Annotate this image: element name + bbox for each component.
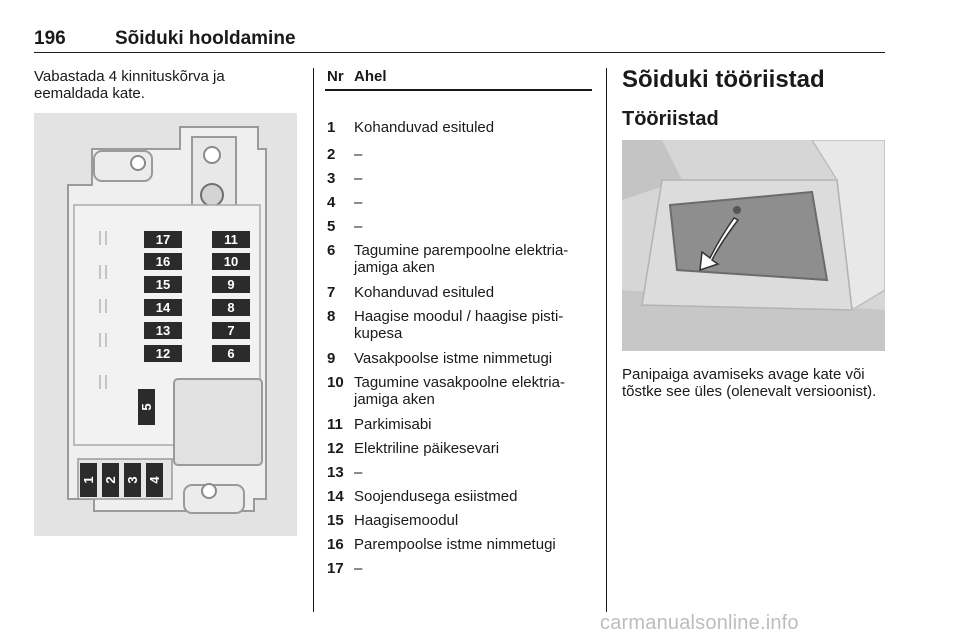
fuse-label-17: 17 — [155, 232, 171, 247]
fuse-circuit: Parkimisabi — [354, 416, 432, 433]
fuse-label-5: 5 — [139, 403, 154, 411]
fuse-label-3: 3 — [125, 476, 140, 484]
fuse-label-14: 14 — [155, 300, 171, 315]
tools-heading: Sõiduki tööriistad — [622, 66, 825, 93]
fuse-number: 13 — [327, 464, 344, 481]
header-circuit: Ahel — [354, 68, 387, 85]
fuse-label-4: 4 — [147, 476, 162, 484]
fuse-label-10: 10 — [223, 254, 239, 269]
fuse-circuit: Tagumine vasakpoolne elektria- jamiga aken — [354, 374, 565, 408]
fuse-circuit: Vasakpoolse istme nimmetugi — [354, 350, 553, 367]
column-left — [34, 68, 302, 102]
intro-text: Vabastada 4 kinnituskõrva ja eemaldada kate. — [34, 68, 225, 102]
fuse-label-16: 16 — [155, 254, 171, 269]
header-nr: Nr — [327, 68, 344, 85]
fuse-number: 1 — [327, 119, 336, 136]
fuse-number: 15 — [327, 512, 344, 529]
fuse-circuit: – — [354, 194, 363, 211]
tools-caption: Panipaiga avamiseks avage kate või tõstke see üles (olenevalt versioonist). — [622, 366, 877, 400]
fuse-label-12: 12 — [155, 346, 171, 361]
fuse-box-drawing — [34, 113, 297, 536]
fuse-circuit: – — [354, 218, 363, 235]
fuse-number: 14 — [327, 488, 344, 505]
fuse-circuit: Parempoolse istme nimmetugi — [354, 536, 556, 553]
fuse-label-13: 13 — [155, 323, 171, 338]
fuse-number: 6 — [327, 242, 336, 259]
fuse-table — [325, 68, 592, 577]
fuse-table-header — [325, 68, 592, 91]
fuse-label-2: 2 — [103, 476, 118, 484]
fuse-circuit: Kohanduvad esituled — [354, 119, 495, 136]
tools-subheading: Tööriistad — [622, 108, 719, 130]
fuse-circuit: – — [354, 464, 363, 481]
page-header — [34, 28, 885, 53]
fuse-label-9: 9 — [227, 277, 235, 292]
fuse-label-15: 15 — [155, 277, 171, 292]
fuse-number: 17 — [327, 560, 344, 577]
fuse-number: 9 — [327, 350, 336, 367]
fuse-label-7: 7 — [227, 323, 235, 338]
fuse-label-8: 8 — [227, 300, 235, 315]
fuse-circuit: – — [354, 170, 363, 187]
fuse-box-illustration — [34, 113, 297, 536]
fuse-circuit: Kohanduvad esituled — [354, 284, 495, 301]
fuse-circuit: – — [354, 146, 363, 163]
fuse-circuit: Tagumine parempoolne elektria- jamiga aken — [354, 242, 569, 276]
fuse-label-11: 11 — [224, 232, 238, 247]
fuse-number: 12 — [327, 440, 344, 457]
fuse-circuit: – — [354, 560, 363, 577]
fuse-number: 10 — [327, 374, 344, 391]
page-number: 196 — [34, 28, 66, 49]
fuse-number: 16 — [327, 536, 344, 553]
trunk-storage-illustration — [622, 140, 885, 351]
watermark: carmanualsonline.info — [600, 612, 799, 634]
column-divider-1 — [313, 68, 314, 612]
fuse-number: 7 — [327, 284, 336, 301]
fuse-label-6: 6 — [227, 346, 235, 361]
fuse-number: 11 — [327, 416, 343, 433]
fuse-circuit: Soojendusega esiistmed — [354, 488, 518, 505]
fuse-number: 4 — [327, 194, 336, 211]
fuse-number: 8 — [327, 308, 336, 325]
column-divider-2 — [606, 68, 607, 612]
fuse-label-1: 1 — [81, 476, 96, 484]
column-right — [622, 66, 887, 130]
fuse-number: 5 — [327, 218, 336, 235]
section-title: Sõiduki hooldamine — [115, 28, 296, 49]
fuse-circuit: Elektriline päikesevari — [354, 440, 500, 457]
fuse-circuit: Haagise moodul / haagise pisti- kupesa — [354, 308, 564, 342]
trunk-drawing — [622, 140, 885, 351]
fuse-circuit: Haagisemoodul — [354, 512, 459, 529]
fuse-number: 2 — [327, 146, 336, 163]
fuse-number: 3 — [327, 170, 336, 187]
